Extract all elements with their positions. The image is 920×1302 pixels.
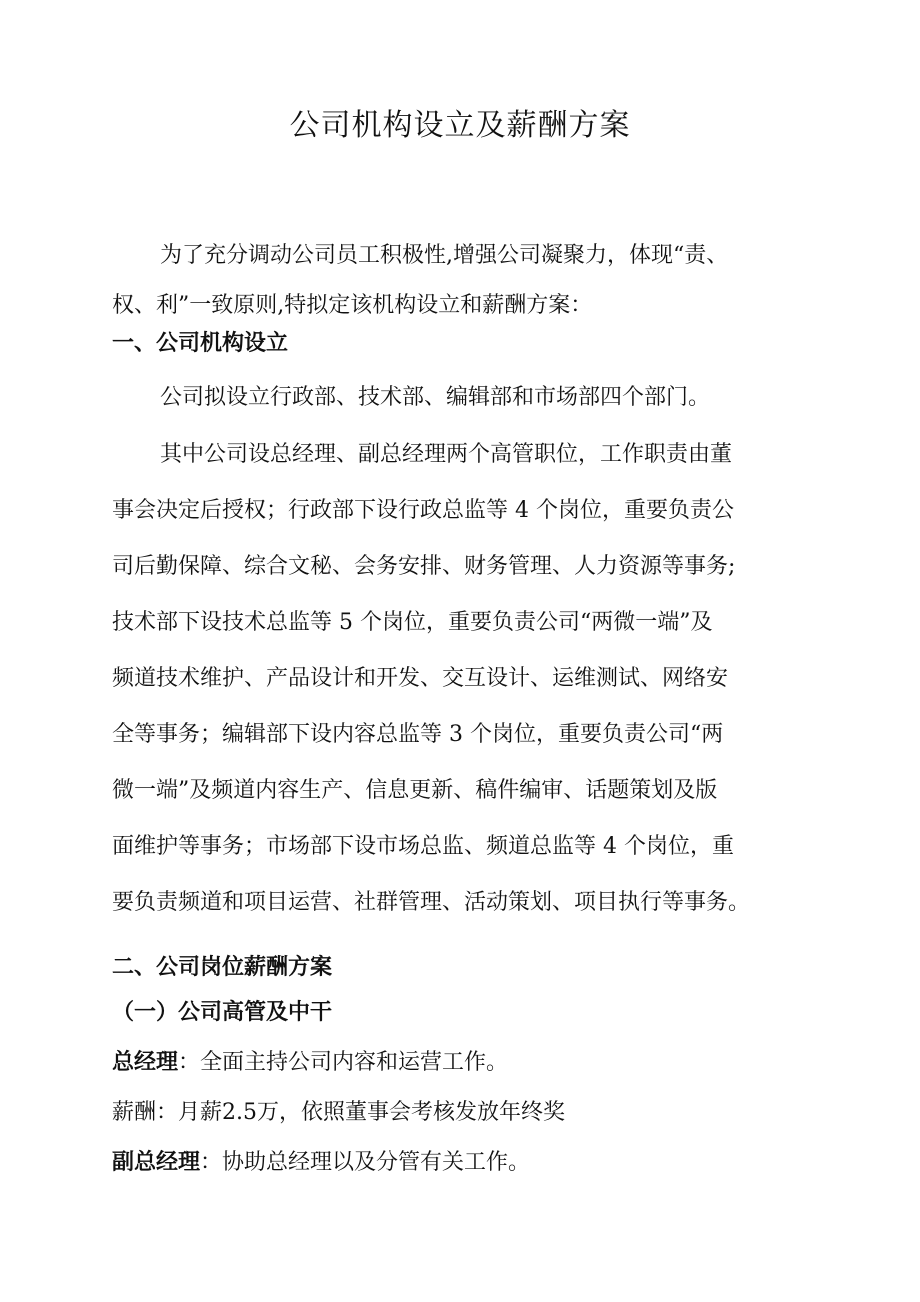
intro-line-2: 权、利”一致原则,特拟定该机构设立和薪酬方案： (112, 293, 593, 318)
gm-desc: ：全面主持公司内容和运营工作。 (178, 1050, 509, 1075)
section1-para2-line-7: 微一端”及频道内容生产、信息更新、稿件编审、话题策划及版 (112, 778, 718, 803)
section1-para2-line-8: 面维护等事务；市场部下设市场总监、频道总监等 4 个岗位，重 (112, 834, 734, 859)
section1-para2-line-9: 要负责频道和项目运营、社群管理、活动策划、项目执行等事务。 (112, 890, 751, 915)
dgm-line (112, 1145, 812, 1176)
section2-subheading: （一）公司高管及中干 (112, 1000, 333, 1025)
gm-salary: 薪酬：月薪2.5万，依照董事会考核发放年终奖 (112, 1100, 565, 1125)
gm-line (112, 1045, 812, 1076)
section1-para2-line-4: 技术部下设技术总监等 5 个岗位，重要负责公司“两微一端”及 (112, 610, 713, 635)
section1-para2-line-3: 司后勤保障、综合文秘、会务安排、财务管理、人力资源等事务; (112, 554, 736, 579)
dgm-label: 副总经理 (112, 1150, 201, 1175)
gm-label: 总经理 (112, 1050, 179, 1075)
section1-para1: 公司拟设立行政部、技术部、编辑部和市场部四个部门。 (160, 385, 711, 410)
dgm-desc: ：协助总经理以及分管有关工作。 (200, 1150, 531, 1175)
section1-heading: 一、公司机构设立 (112, 331, 289, 356)
section2-heading: 二、公司岗位薪酬方案 (112, 955, 333, 980)
section1-para2-line-5: 频道技术维护、产品设计和开发、交互设计、运维测试、网络安 (112, 666, 729, 691)
section1-para2-line-1: 其中公司设总经理、副总经理两个高管职位，工作职责由董 (160, 442, 733, 467)
section1-para2-line-2: 事会决定后授权；行政部下设行政总监等 4 个岗位，重要负责公 (112, 498, 734, 523)
section1-para2-line-6: 全等事务；编辑部下设内容总监等 3 个岗位，重要负责公司“两 (112, 722, 724, 747)
document-title: 公司机构设立及薪酬方案 (289, 108, 631, 143)
intro-line-1: 为了充分调动公司员工积极性,增强公司凝聚力，体现“责、 (160, 243, 729, 268)
